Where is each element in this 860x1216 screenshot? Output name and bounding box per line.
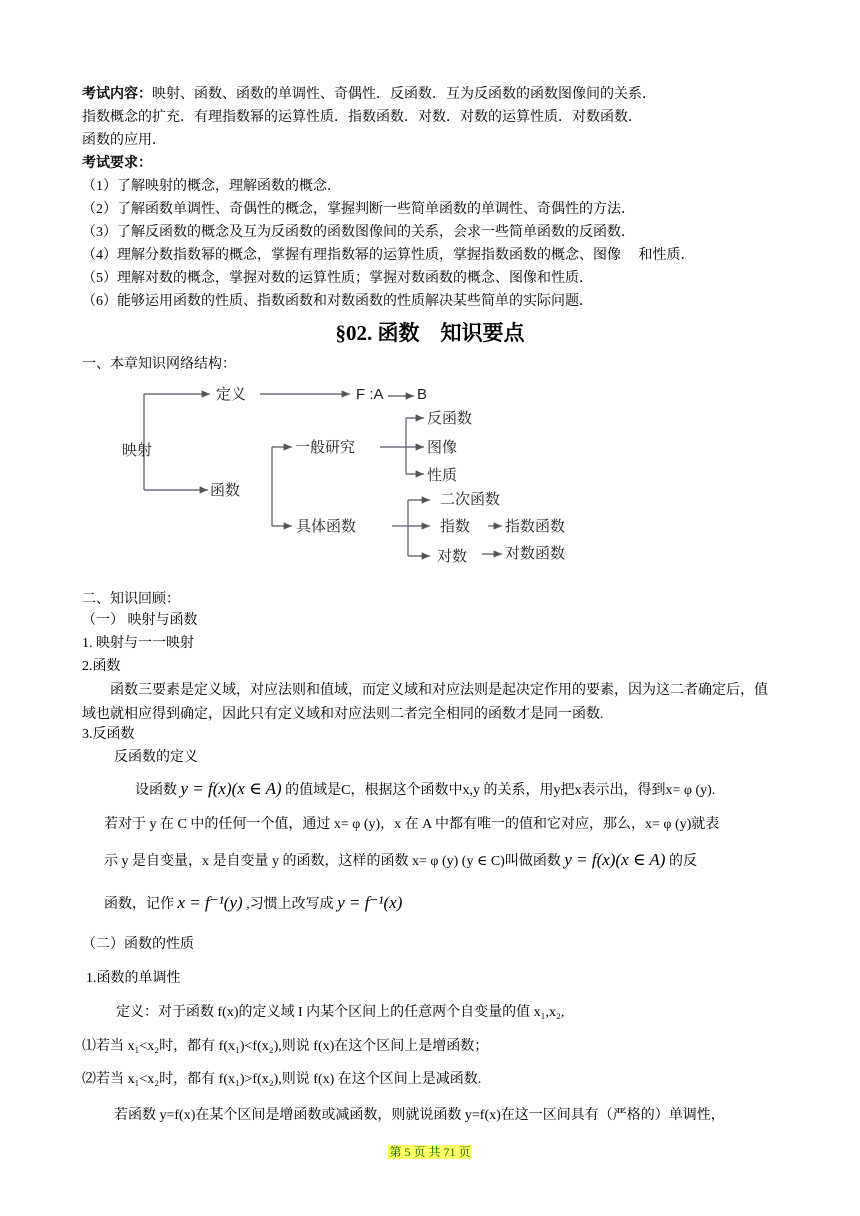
review-part2: （二）函数的性质 [82, 937, 194, 952]
requirement-item: （3）了解反函数的概念及互为反函数的函数图像间的关系，会求一些简单函数的反函数． [82, 225, 635, 240]
review-heading: 二、知识回顾： [82, 592, 180, 607]
inverse-line3-b: 的反 [665, 854, 697, 869]
inverse-line3-a: 示 y 是自变量，x 是自变量 y 的函数，这样的函数 x= φ (y) (y ∈ C)叫做函数 [104, 854, 565, 869]
formula-y-fx: y = f(x)(x ∈ A) [180, 779, 282, 798]
monotonicity-definition: 定义：对于函数 f(x)的定义域 I 内某个区间上的任意两个自变量的值 x₁,x₂, [116, 1005, 565, 1020]
requirement-item: （2）了解函数单调性、奇偶性的概念，掌握判断一些简单函数的单调性、奇偶性的方法． [82, 202, 635, 217]
node-root: 映射 [122, 442, 153, 459]
node-general: 一般研究 [295, 439, 356, 456]
inverse-line2: 若对于 y 在 C 中的任何一个值，通过 x= φ (y)，x 在 A 中都有唯一的值和它对应，那么，x= φ (y)就表 [104, 817, 720, 832]
exam-content-label: 考试内容： [82, 87, 152, 102]
exam-content-line3: 函数的应用． [82, 133, 166, 148]
inverse-line4-b: ,习惯上改写成 [242, 897, 338, 912]
formula-y-finv-x: y = f⁻¹(x) [337, 893, 403, 912]
exam-content-line1 [82, 86, 656, 104]
section-title: §02. 函数 知识要点 [335, 321, 525, 345]
knowledge-network-diagram [110, 380, 610, 580]
inverse-line3 [104, 851, 697, 871]
inverse-line4 [104, 894, 402, 914]
node-log: 对数 [437, 548, 468, 565]
monotonicity-increasing: ⑴若当 x₁<x₂时，都有 f(x₁)<f(x₂),则说 f(x)在这个区间上是增函数； [82, 1039, 489, 1054]
review-item2: 2.函数 [82, 659, 121, 674]
requirement-item: （1）了解映射的概念，理解函数的概念． [82, 179, 341, 194]
review-item3: 3.反函数 [82, 727, 135, 742]
monotonicity-decreasing: ⑵若当 x₁<x₂时，都有 f(x₁)>f(x₂),则说 f(x) 在这个区间上是减函数. [82, 1072, 482, 1087]
node-log-func: 对数函数 [505, 545, 566, 562]
function-elements-paragraph: 函数三要素是定义域，对应法则和值域，而定义域和对应法则是起决定作用的要素，因为这二者确定后，值域也就相应得到确定，因此只有定义域和对应法则二者完全相同的函数才是同一函数. [82, 683, 768, 722]
review-part1: （一） 映射与函数 [82, 613, 198, 628]
inverse-definition-title: 反函数的定义 [114, 750, 198, 765]
requirement-item: （4）理解分数指数幂的概念，掌握有理指数幂的运算性质，掌握指数函数的概念、图像 和性质． [82, 248, 695, 263]
inverse-line1-b: 的值域是C，根据这个函数中x,y 的关系，用y把x表示出，得到x= φ (y). [281, 783, 716, 798]
node-specific: 具体函数 [296, 518, 357, 535]
formula-x-finv-y: x = f⁻¹(y) [177, 893, 243, 912]
inverse-line4-a: 函数，记作 [104, 897, 178, 912]
node-quadratic: 二次函数 [440, 491, 501, 508]
monotonicity-heading: 1.函数的单调性 [86, 971, 181, 986]
inverse-line1 [135, 780, 715, 800]
node-property: 性质 [427, 467, 458, 484]
exam-content-text: 映射、函数、函数的单调性、奇偶性．反函数．互为反函数的函数图像间的关系． [152, 87, 656, 102]
page-footer [0, 1143, 860, 1161]
exam-requirement-label: 考试要求： [82, 156, 152, 171]
node-mapping: F :A [356, 386, 384, 403]
monotonicity-conclusion: 若函数 y=f(x)在某个区间是增函数或减函数，则就说函数 y=f(x)在这一区间具有（严格的）单调性， [114, 1108, 725, 1123]
inverse-line1-a: 设函数 [135, 783, 181, 798]
requirement-item: （6）能够运用函数的性质、指数函数和对数函数的性质解决某些简单的实际问题． [82, 294, 593, 309]
formula-y-fx-2: y = f(x)(x ∈ A) [564, 850, 666, 869]
node-graph: 图像 [427, 439, 458, 456]
node-exponent: 指数 [440, 518, 471, 535]
review-item1: 1. 映射与一一映射 [82, 636, 194, 651]
node-function: 函数 [210, 482, 241, 499]
node-mapping-b: B [417, 386, 428, 403]
exam-content-line2: 指数概念的扩充．有理指数幂的运算性质．指数函数．对数．对数的运算性质．对数函数． [82, 110, 642, 125]
node-inverse: 反函数 [427, 410, 473, 427]
node-definition: 定义 [216, 386, 247, 403]
requirement-item: （5）理解对数的概念，掌握对数的运算性质；掌握对数函数的概念、图像和性质． [82, 271, 593, 286]
node-exp-func: 指数函数 [505, 518, 566, 535]
page-number: 第 5 页 共 71 页 [389, 1145, 471, 1159]
network-heading: 一、本章知识网络结构： [82, 357, 236, 372]
